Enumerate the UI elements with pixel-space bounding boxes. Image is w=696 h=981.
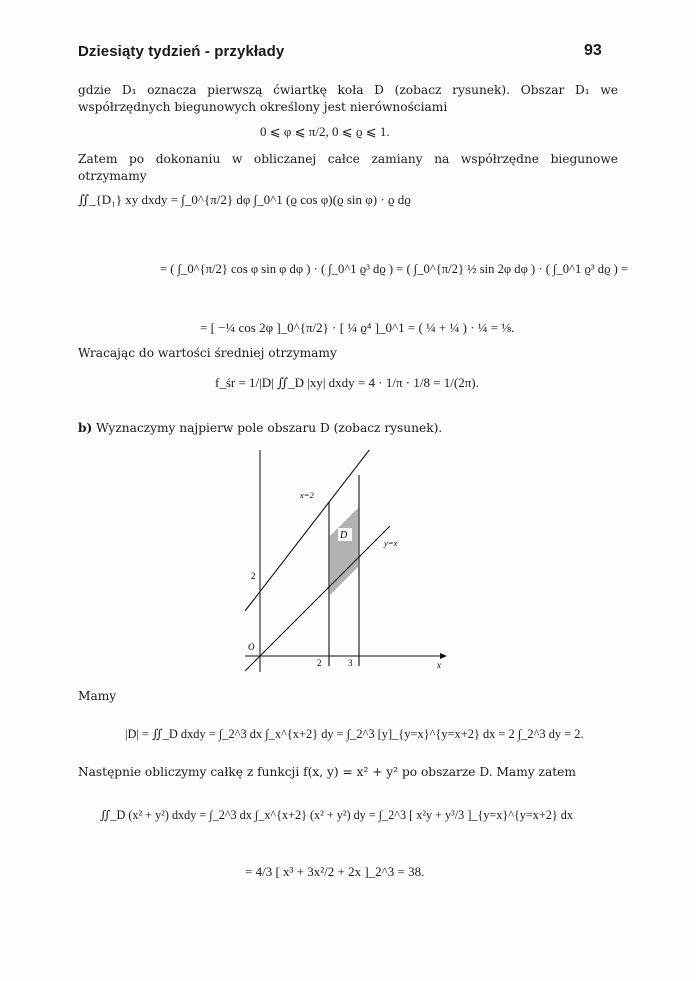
equation-text: |D| = ∬_D dxdy = ∫_2^3 dx ∫_x^{x+2} dy = ∫_2^3 [y]_{y=x}^{y=x+2} dx = 2 ∫_2^3 dy = 2. <box>125 727 584 741</box>
equation-double-integral-polar <box>78 192 411 208</box>
paragraph-text: gdzie D₁ oznacza pierwszą ćwiartkę koła D (zobacz rysunek). Obszar D₁ we współrzędnych biegunowych określony jest nierównościami <box>78 83 618 114</box>
equation-text: ∬_{D₁} xy dxdy = ∫_0^{π/2} dφ ∫_0^1 (ϱ cos φ)(ϱ sin φ) · ϱ dϱ <box>78 192 411 207</box>
tick-label-x-3: 3 <box>348 658 353 668</box>
paragraph-d1-definition <box>78 82 618 116</box>
x-axis-label: x <box>437 660 441 670</box>
tick-label-x-2: 2 <box>317 658 322 668</box>
paragraph-text: Wracając do wartości średniej otrzymamy <box>78 346 337 360</box>
label-y-eq-x: y=x <box>384 538 398 548</box>
equation-text: ∬_D (x² + y²) dxdy = ∫_2^3 dx ∫_x^{x+2} (x² + y²) dy = ∫_2^3 [ x²y + y³/3 ]_{y=x}^{y=x+2} dx <box>100 808 573 822</box>
equation-text: = ( ∫_0^{π/2} cos φ sin φ dφ ) · ( ∫_0^1 ϱ³ dϱ ) = ( ∫_0^{π/2} ½ sin 2φ dφ ) · ( ∫_0^1 ϱ³ dϱ ) = <box>160 262 629 276</box>
equation-text: 0 ⩽ φ ⩽ π/2, 0 ⩽ ϱ ⩽ 1. <box>260 124 390 139</box>
origin-label: O <box>248 642 255 652</box>
equation-evaluated-brackets <box>200 320 514 336</box>
part-label: b) <box>78 421 93 435</box>
paragraph-text: Następnie obliczymy całkę z funkcji f(x, y) = x² + y² po obszarze D. Mamy zatem <box>78 765 576 779</box>
region-hatching <box>329 500 360 600</box>
equation-separated-integrals <box>160 262 628 277</box>
paragraph-integral-f <box>78 764 618 781</box>
equation-text: = [ −¼ cos 2φ ]_0^{π/2} · [ ¼ ϱ⁴ ]_0^1 = ( ¼ + ¼ ) · ¼ = ⅛. <box>200 320 515 335</box>
label-x-eq-2: x=2 <box>300 490 314 500</box>
region-label: D <box>340 530 348 541</box>
equation-final-result <box>245 864 424 880</box>
paragraph-mean-value <box>78 345 618 362</box>
equation-text: f_śr = 1/|D| ∬_D |xy| dxdy = 4 · 1/π · 1/8 = 1/(2π). <box>215 375 479 390</box>
paragraph-text: Mamy <box>78 689 117 703</box>
paragraph-text: Wyznaczymy najpierw pole obszaru D (zobacz rysunek). <box>96 421 443 435</box>
equation-mean-value <box>215 375 479 391</box>
running-header-title: Dziesiąty tydzień - przykłady <box>78 43 285 60</box>
paragraph-part-b <box>78 420 618 437</box>
line-y-eq-x <box>245 526 390 671</box>
equation-polar-bounds <box>260 124 390 140</box>
region-figure <box>240 450 460 680</box>
equation-integral-x2-y2 <box>100 808 573 823</box>
tick-label-y-2: 2 <box>251 571 256 581</box>
page-number: 93 <box>584 42 602 59</box>
equation-text: = 4/3 [ x³ + 3x²/2 + 2x ]_2^3 = 38. <box>245 864 425 879</box>
paragraph-text: Zatem po dokonaniu w obliczanej całce zamiany na współrzędne biegunowe otrzymamy <box>78 152 618 183</box>
paragraph-polar-change <box>78 151 618 185</box>
equation-area-d <box>125 726 584 742</box>
x-axis-arrow <box>440 653 447 659</box>
paragraph-mamy <box>78 688 618 705</box>
